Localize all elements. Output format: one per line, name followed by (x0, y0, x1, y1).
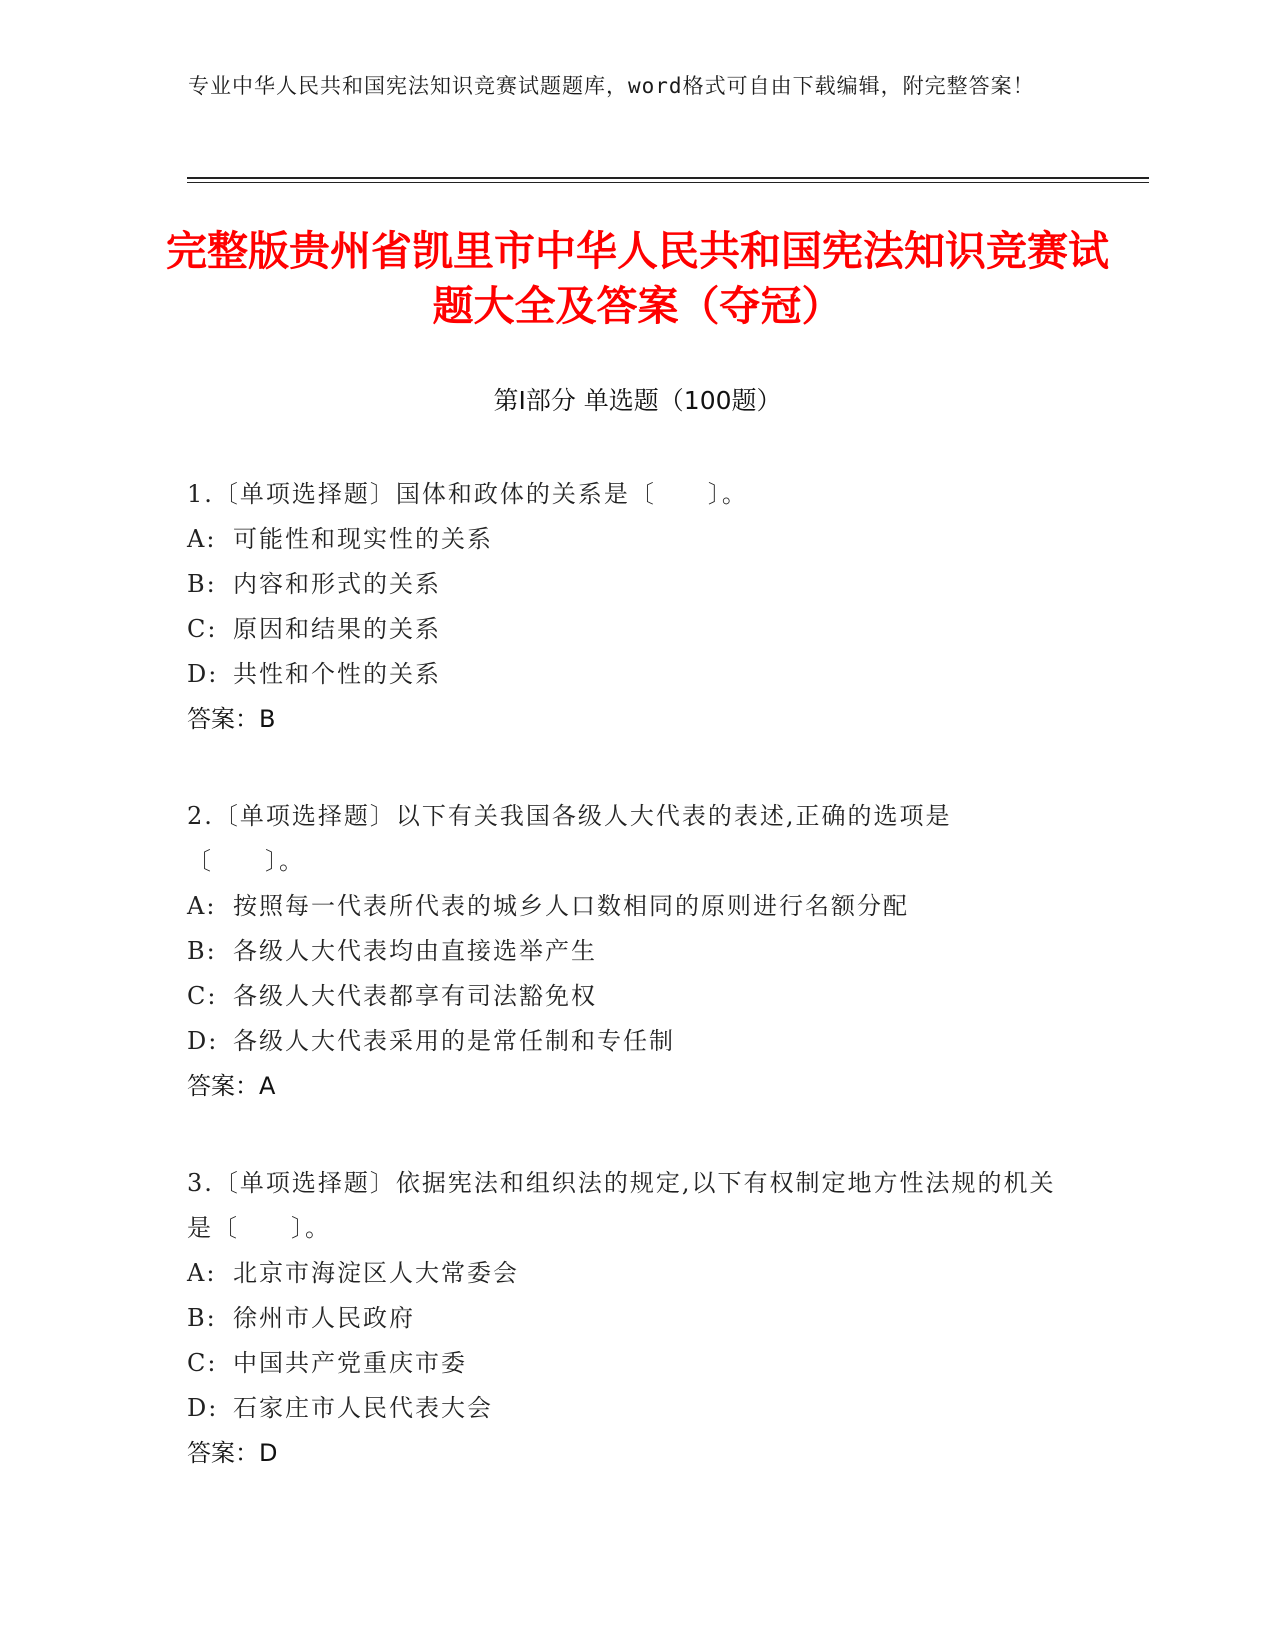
option-d (187, 1386, 1067, 1431)
option-b (187, 562, 1067, 607)
option-c (187, 974, 1067, 1019)
option-d (187, 652, 1067, 697)
answer-line: 答案：A (187, 1072, 276, 1100)
option-letter: B: (187, 937, 217, 965)
document-title: 完整版贵州省凯里市中华人民共和国宪法知识竞赛试题大全及答案（夺冠） (166, 227, 1109, 330)
option-text: 内容和形式的关系 (233, 570, 441, 598)
option-letter: B: (187, 1304, 217, 1332)
option-b (187, 929, 1067, 974)
option-text: 徐州市人民政府 (233, 1304, 415, 1332)
option-letter: C: (187, 615, 218, 643)
option-letter: A: (187, 1259, 217, 1287)
option-text: 按照每一代表所代表的城乡人口数相同的原则进行名额分配 (233, 892, 909, 920)
option-letter: D: (187, 660, 219, 688)
option-letter: C: (187, 1349, 218, 1377)
option-text: 各级人大代表均由直接选举产生 (233, 937, 597, 965)
option-letter: B: (187, 570, 217, 598)
option-d (187, 1019, 1067, 1064)
option-letter: D: (187, 1027, 219, 1055)
option-text: 各级人大代表都享有司法豁免权 (233, 982, 597, 1010)
option-c (187, 1341, 1067, 1386)
question-stem: 3.〔单项选择题〕依据宪法和组织法的规定,以下有权制定地方性法规的机关是〔 〕。 (187, 1169, 1056, 1242)
option-a (187, 1251, 1067, 1296)
header-divider-thick (187, 177, 1149, 179)
answer-line: 答案：B (187, 705, 276, 733)
option-text: 中国共产党重庆市委 (233, 1349, 467, 1377)
option-letter: C: (187, 982, 218, 1010)
option-letter: D: (187, 1394, 219, 1422)
option-text: 共性和个性的关系 (233, 660, 441, 688)
option-a (187, 517, 1067, 562)
option-text: 各级人大代表采用的是常任制和专任制 (233, 1027, 675, 1055)
header-note: 专业中华人民共和国宪法知识竞赛试题题库，word格式可自由下载编辑，附完整答案！ (188, 74, 1035, 98)
question-stem: 2.〔单项选择题〕以下有关我国各级人大代表的表述,正确的选项是〔 〕。 (187, 802, 952, 875)
answer-line: 答案：D (187, 1439, 278, 1467)
question-2 (187, 794, 1067, 1109)
option-text: 北京市海淀区人大常委会 (233, 1259, 519, 1287)
option-letter: A: (187, 525, 217, 553)
option-text: 原因和结果的关系 (233, 615, 441, 643)
option-text: 石家庄市人民代表大会 (233, 1394, 493, 1422)
option-c (187, 607, 1067, 652)
question-1 (187, 472, 1067, 742)
section-title: 第Ⅰ部分 单选题（100题） (493, 386, 782, 415)
question-list (187, 472, 1067, 1528)
option-text: 可能性和现实性的关系 (233, 525, 493, 553)
option-letter: A: (187, 892, 217, 920)
option-b (187, 1296, 1067, 1341)
question-3 (187, 1161, 1067, 1476)
option-a (187, 884, 1067, 929)
header-divider-thin (187, 182, 1149, 183)
question-stem: 1.〔单项选择题〕国体和政体的关系是〔 〕。 (187, 480, 748, 508)
